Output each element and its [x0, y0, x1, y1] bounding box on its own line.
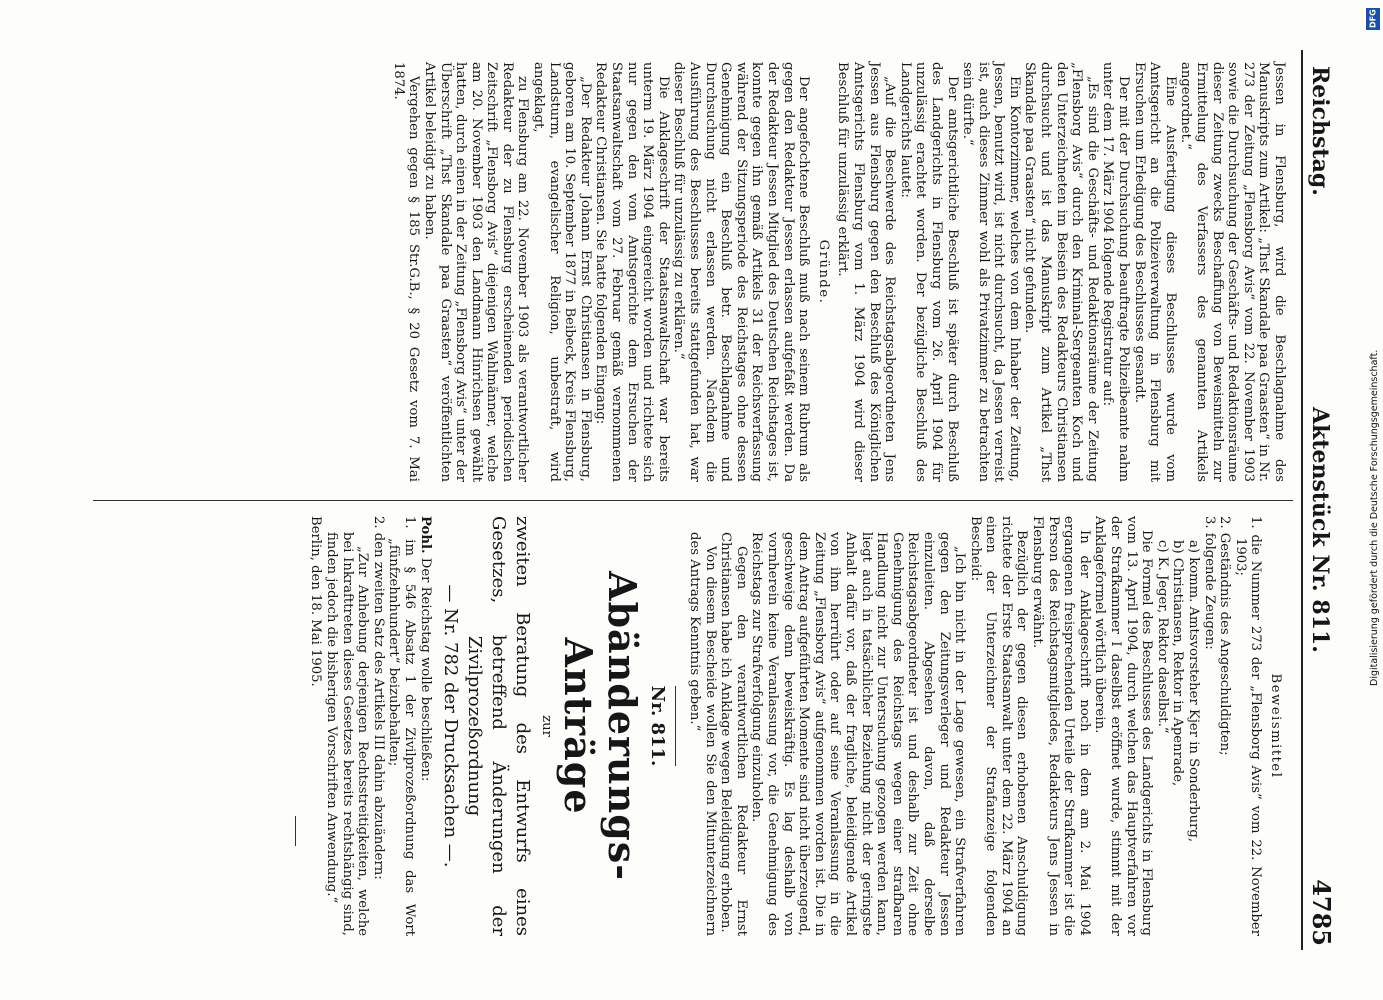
print-reference: — Nr. 782 der Drucksachen —.	[440, 584, 462, 868]
motion-author: Pohl.	[417, 516, 433, 554]
left-paragraph: Der mit der Durchsuchung beauftragte Polizeibeamte nahm unter dem 17. März 1904 folgende Registratur auf:	[1100, 62, 1132, 482]
witness-item: b) Christiansen, Rektor in Apenrade,	[1170, 540, 1186, 787]
amendment-item: 2. den zweiten Satz des Artikels III dahin abzuändern:	[370, 516, 386, 880]
section-heading-gruende: Gründe.	[815, 239, 831, 305]
page-number: 4785	[1307, 879, 1336, 946]
title-connector: zur	[538, 715, 554, 737]
witness-item: c) K. Jeger, Rektor daselbst.“	[1154, 540, 1170, 734]
quoted-notice	[686, 516, 967, 936]
left-paragraph: Eine Ausfertigung dieses Beschlusses wurde vom Amtsgericht an die Polizeiverwaltung in Flensburg mit Ersuchen um Erledigung des Beschlusses gesandt.	[1131, 62, 1178, 482]
amendment-quote	[324, 516, 371, 936]
document-subtitle: zweiten Beratung des Entwurfs eines Gesetzes, betreffend Änderungen der Zivilprozeßordnung	[464, 516, 534, 936]
evidence-item: 3. folgende Zeugen:	[1201, 516, 1217, 650]
right-paragraph: „Ich bin nicht in der Lage gewesen, ein Strafverfahren gegen den Zeitungsverleger und Redakteur Jessen einzuleiten. Abgesehen davon, daß derselbe Reichstagsabgeordneter ist und deshalb zur Zeit ohne Genehmigung des Reichstags wegen einer strafbaren Handlung nicht zur Untersuchung gezogen werden kann, liegt auch in tatsächlicher Beziehung nicht der geringste Anhalt dafür vor, daß der fragliche, beleidigende Artikel von ihm herrührt oder auf seine Veranlassung in die Zeitung „Flensborg Avis“ aufgenommen worden ist. Die in dem Antrag aufgeführten Momente sind nicht überzeugend, geschweige denn beweiskräftig. Es lag deshalb von vornherein keine Veranlassung vor, die Genehmigung des Reichstags zur Strafverfolgung einzuholen.	[749, 532, 968, 936]
column-divider	[93, 500, 1293, 501]
left-paragraph: Ein Kontorzimmer, welches von dem Inhaber der Zeitung, Jessen, benutzt wird, ist nicht durchsucht, da Jessen verreist ist, auch dieses Zimmer wohl als Privatzimmer zu betrachten sein dürfte.“	[960, 62, 1022, 482]
right-paragraph: Bezüglich der gegen diesen erhobenen Anschuldigung richtete der Erste Staatsanwalt unter dem 22. März 1904 an einen der Unterzeichner der Strafanzeige folgenden Bescheid:	[967, 516, 1030, 936]
right-paragraph: Gegen den verantwortlichen Redakteur Ernst Christiansen habe ich Anklage wegen Beleidigung erhoben.	[718, 532, 749, 936]
left-paragraph: „Es sind die Geschäfts- und Redaktionsräume der Zeitung „Flensborg Avis“ durch den Kriminal-Sergeanten Koch und den Unterzeichneten im Beisein des Redakteurs Christiansen durchsucht und ist das Manuskript zum Artikel „Thst Skandale paa Graasten“ nicht gefunden.	[1022, 62, 1100, 482]
left-column	[390, 62, 1287, 482]
right-paragraph: Die Formel des Beschlusses des Landgerichts in Flensburg vom 13. April 1904, durch welchen das Hauptverfahren vor der Strafkammer I daselbst eröffnet wurde, stimmt mit der Anklageformel wörtlich überein.	[1092, 516, 1155, 936]
motion-intro	[417, 516, 433, 936]
right-column	[295, 516, 1287, 936]
evidence-item: 1. die Nummer 273 der „Flensborg Avis“ vom 22. November 1903;	[1232, 516, 1264, 936]
left-paragraph: „Der Redakteur Johann Ernst Christiansen in Flensburg, geboren am 10. September 1877 in Beibeck, Kreis Flensburg, Landsturm, evangelischer Religion, unbestraft, wird angeklagt,	[531, 62, 593, 482]
section-rule	[675, 686, 676, 766]
evidence-item: 2. Geständnis des Angeschuldigten;	[1217, 516, 1233, 756]
header-left: Reichstag.	[1307, 66, 1333, 196]
end-rule	[295, 816, 296, 846]
witness-item: a) komm. Amtsvorsteher Kjer in Sonderburg,	[1186, 540, 1202, 843]
amendment-list	[370, 516, 417, 936]
evidence-list	[1154, 516, 1263, 936]
amendment-text: „Zur Anhebung derjenigen Rechtsstreitigkeiten, welche bei Inkrafttreten dieses Gesetzes bereits rechtshängig sind, finden jedoch die bisherigen Vorschriften Anwendung.“	[324, 532, 371, 936]
running-header	[1301, 50, 1337, 950]
left-paragraph: Vergehen gegen § 185 Str.G.B., § 20 Gesetz vom 7. Mai 1874.	[390, 62, 422, 482]
motion-intro-text: Der Reichstag wolle beschließen:	[417, 557, 433, 782]
left-paragraph: zu Flensburg am 22. November 1903 als verantwortlicher Redakteur der zu Flensburg erscheinenden periodischen Zeitschrift „Flensborg Avis“ diejenigen Wahlmänner, welche am 20. November 1903 den Landmann Hinrichsen gewählt hatten, durch einen in der Zeitung „Flensborg Avis“ unter der Überschrift „Thst Skandale paa Graasten“ veröffentlichten Artikel beleidigt zu haben.	[421, 62, 531, 482]
left-paragraph: „Auf die Beschwerde des Reichstagsabgeordneten Jens Jessen aus Flensburg gegen den Beschluß des Königlichen Amtsgerichts Flensburg vom 1. März 1904 wird dieser Beschluß für unzulässig erklärt.	[835, 62, 898, 482]
right-paragraph: In der Anklageschrift noch in dem am 2. Mai 1904 ergangenen freisprechenden Urteile der Strafkammer ist die Person des Reichstagsmitgliedes, Redakteurs Jens Jessen in Flensburg erwähnt.	[1030, 516, 1092, 936]
dfg-stamp: DFG	[1366, 8, 1380, 30]
document-number: Nr. 811.	[647, 685, 669, 767]
left-paragraph: Der angefochtene Beschluß muß nach seinem Rubrum als gegen den Redakteur Jessen erlassen aufgefaßt werden. Da der Redakteur Jessen Mitglied des Deutschen Reichstages ist, konnte gegen ihn gemäß Artikels 31 der Reichsverfassung während der Sitzungsperiode des Reichstages ohne dessen Genehmigung ein Beschluß betr. Beschlagnahme und Durchsuchung nicht erlassen werden. Nachdem die Ausführung des Beschlusses bereits stattgefunden hat, war dieser Beschluß für unzulässig zu erklären.“	[671, 62, 812, 482]
left-paragraph: Der amtsgerichtliche Beschluß ist später durch Beschluß des Landgerichts in Flensburg vom 26. April 1904 für unzulässig erachtet worden. Der bezügliche Beschluß des Landgerichts lautet:	[897, 62, 960, 482]
left-paragraph: Jessen in Flensburg, wird die Beschlagnahme des Manuskripts zum Artikel: „Thst Skandale paa Graasten“ in Nr. 273 der Zeitung „Flensborg Avis“ vom 22. November 1903 sowie die Durchsuchung der Geschäfts- und Redaktionsräume dieser Zeitung zwecks Beschaffung von Beweismitteln zur Ermittelung des Verfassers des genannten Artikels angeordnet.“	[1178, 62, 1287, 482]
header-title: Aktenstück Nr. 811.	[1307, 407, 1333, 653]
document-title: Abänderungs-Anträge	[555, 570, 645, 882]
digitization-note: Digitalisierung gefördert durch die Deutsche Forschungsgemeinschaft.	[1369, 349, 1380, 686]
signature-line: Berlin, den 18. Mai 1905.	[308, 516, 324, 687]
amendment-item: 1. im § 546 Absatz 1 der Zivilprozeßordnung das Wort „fünfzehnhundert“ beizubehalten;	[386, 516, 418, 936]
right-paragraph: Von diesem Bescheide wollen Sie den Mitunterzeichnern des Antrags Kenntnis geben.“	[687, 532, 718, 936]
section-heading-beweismittel: Beweismittel	[1268, 673, 1283, 779]
left-paragraph: Die Anklageschrift der Staatsanwaltschaft war bereits unterm 19. März 1904 eingereicht worden und richtete sich nur gegen den vom Amtsgerichte dem Ersuchen der Staatsanwaltschaft vom 27. Februar gemäß vernommenen Redakteur Christiansen. Sie hatte folgenden Eingang:	[593, 62, 671, 482]
